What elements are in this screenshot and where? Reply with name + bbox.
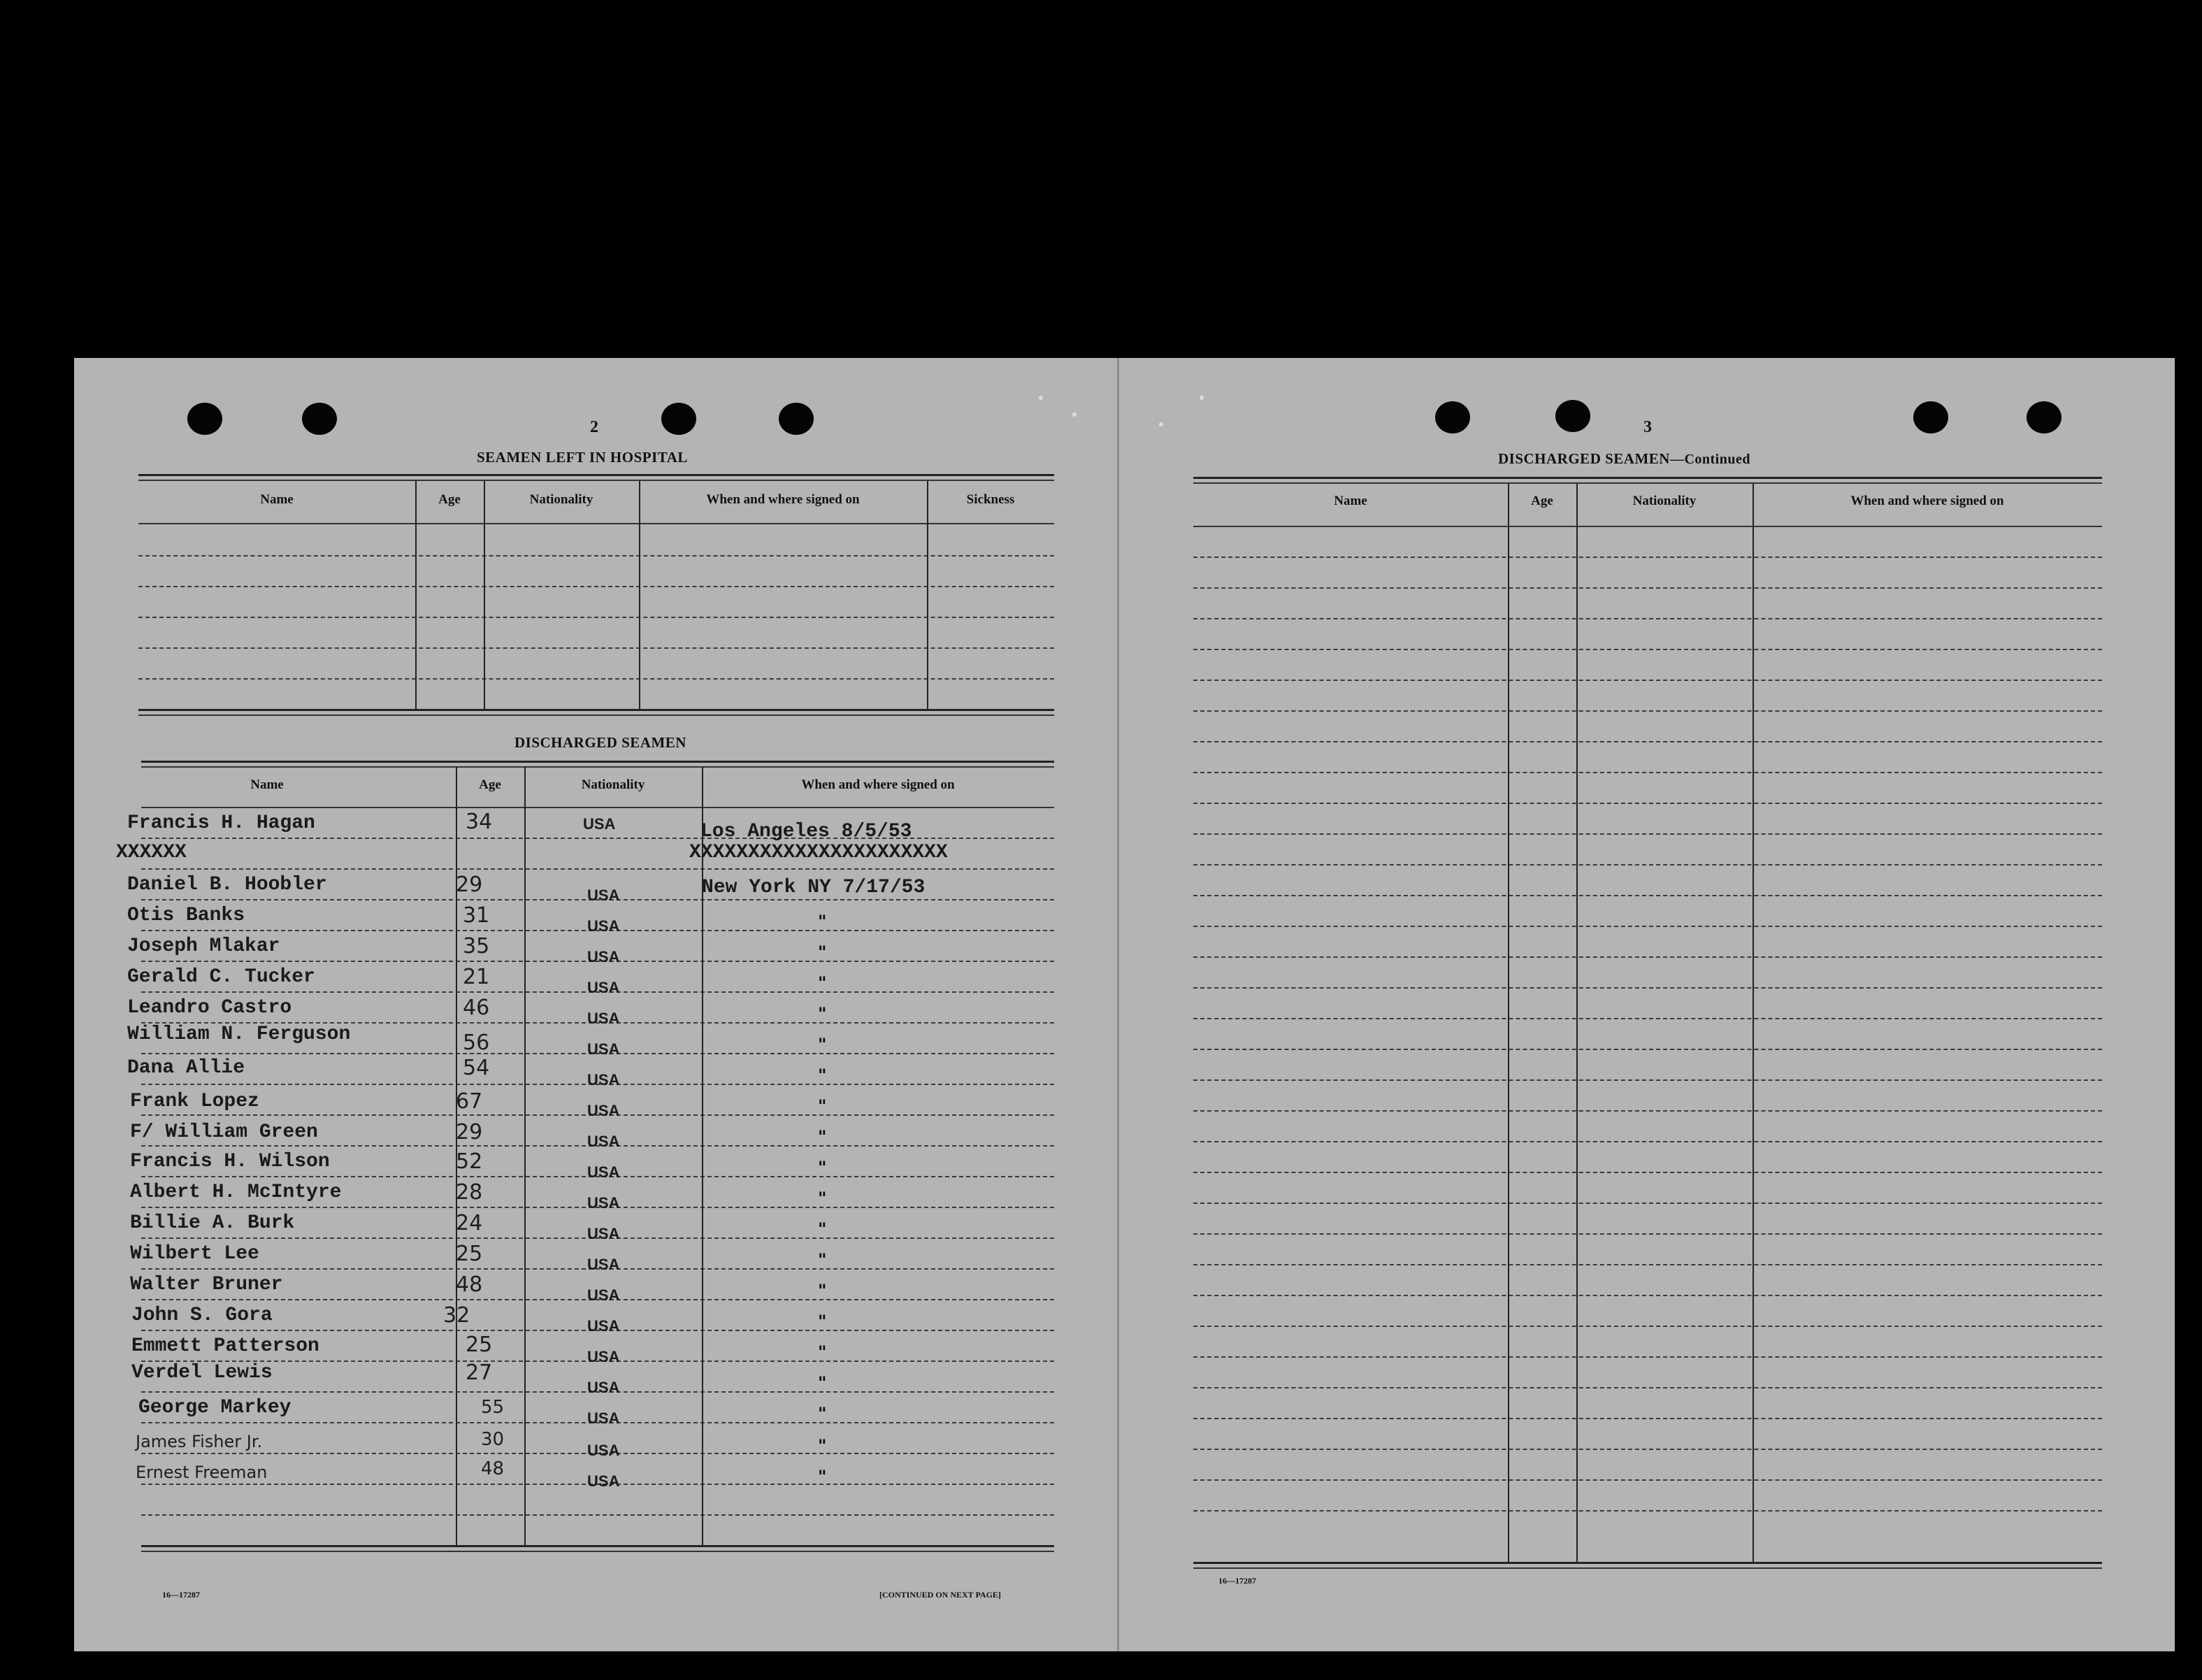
seaman-name: John S. Gora <box>131 1305 273 1326</box>
seaman-signed-on: " <box>818 912 827 931</box>
seaman-name: Frank Lopez <box>130 1091 259 1112</box>
seaman-age: 27 <box>466 1360 493 1385</box>
seaman-name: Emmett Patterson <box>131 1335 319 1357</box>
col-nationality: Nationality <box>1632 494 1697 508</box>
col-signed-on: When and where signed on <box>1850 494 2004 508</box>
form-number: 16—17287 <box>1218 1576 1256 1586</box>
seaman-signed-on: " <box>818 1404 827 1423</box>
seaman-age: 48 <box>481 1458 505 1479</box>
left-page <box>74 358 1117 1651</box>
continued-note: [CONTINUED ON NEXT PAGE] <box>879 1590 1001 1600</box>
seaman-nationality: USA <box>587 1442 620 1459</box>
discharged-section-title: DISCHARGED SEAMEN <box>514 734 686 751</box>
binder-hole <box>2027 401 2061 433</box>
seaman-age: 34 <box>466 810 493 834</box>
seaman-name: XXXXXX <box>116 842 187 863</box>
seaman-age: 25 <box>466 1333 493 1357</box>
seaman-signed-on: " <box>818 1065 827 1085</box>
seaman-signed-on: " <box>818 1436 827 1456</box>
seaman-age: 29 <box>456 1120 483 1144</box>
seaman-nationality: USA <box>587 1379 620 1396</box>
seaman-age: 25 <box>456 1242 483 1266</box>
hospital-col-name: Name <box>260 492 294 507</box>
binder-hole <box>1555 400 1590 432</box>
seaman-age: 29 <box>456 873 483 897</box>
seaman-nationality: USA <box>587 1163 620 1181</box>
binder-hole <box>779 403 814 435</box>
discharged-col-name: Name <box>250 777 284 792</box>
discharged-col-age: Age <box>479 777 501 792</box>
seaman-nationality: USA <box>587 1317 620 1335</box>
seaman-name: Walter Bruner <box>130 1274 283 1295</box>
seaman-name: Dana Allie <box>127 1057 245 1079</box>
binder-hole <box>187 403 222 435</box>
page-title: DISCHARGED SEAMEN—Continued <box>1498 450 1750 467</box>
seaman-name: Joseph Mlakar <box>127 935 280 957</box>
seaman-age: 52 <box>456 1149 483 1174</box>
right-page <box>1117 358 2175 1651</box>
seaman-age: 35 <box>463 934 490 959</box>
seaman-signed-on: " <box>818 1189 827 1208</box>
seaman-nationality: USA <box>587 1256 620 1273</box>
seaman-age: 56 <box>463 1031 490 1055</box>
seaman-name: Gerald C. Tucker <box>127 966 315 988</box>
col-age: Age <box>1531 494 1553 508</box>
seaman-nationality: USA <box>587 1286 620 1304</box>
seaman-age: 30 <box>481 1429 505 1450</box>
seaman-name: William N. Ferguson <box>127 1024 351 1045</box>
seaman-age: 31 <box>463 903 490 928</box>
hospital-section-title: SEAMEN LEFT IN HOSPITAL <box>477 449 688 466</box>
hospital-col-age: Age <box>438 492 461 507</box>
seaman-name: George Markey <box>138 1397 292 1419</box>
seaman-age: 28 <box>456 1180 483 1205</box>
seaman-signed-on: " <box>818 1342 827 1362</box>
discharged-col-nationality: Nationality <box>581 777 645 792</box>
page-number: 3 <box>1643 418 1652 436</box>
seaman-nationality: USA <box>587 1348 620 1365</box>
seaman-name: Billie A. Burk <box>130 1212 295 1234</box>
seaman-nationality: USA <box>587 886 620 904</box>
seaman-signed-on: Los Angeles 8/5/53 <box>700 821 912 842</box>
hospital-col-nationality: Nationality <box>529 492 593 507</box>
hospital-col-signed-on: When and where signed on <box>706 492 860 507</box>
seaman-age: 21 <box>463 965 490 989</box>
seaman-age: 24 <box>456 1211 483 1235</box>
page-number: 2 <box>590 418 598 436</box>
seaman-age: 55 <box>481 1397 505 1418</box>
seaman-signed-on: " <box>818 1312 827 1331</box>
seaman-signed-on: " <box>818 1281 827 1300</box>
seaman-nationality: USA <box>587 1472 620 1490</box>
seaman-signed-on: " <box>818 1127 827 1147</box>
seaman-nationality: USA <box>587 1409 620 1427</box>
seaman-name: Leandro Castro <box>127 997 292 1019</box>
seaman-signed-on: " <box>818 942 827 962</box>
seaman-name: Otis Banks <box>127 905 245 926</box>
seaman-nationality: USA <box>587 979 620 996</box>
seaman-name: James Fisher Jr. <box>136 1432 263 1451</box>
discharged-col-signed-on: When and where signed on <box>801 777 955 792</box>
seaman-name: Daniel B. Hoobler <box>127 874 327 896</box>
seaman-name: Francis H. Hagan <box>127 812 315 834</box>
binder-hole <box>1913 401 1948 433</box>
seaman-name: Albert H. McIntyre <box>130 1182 342 1203</box>
seaman-nationality: USA <box>587 1225 620 1242</box>
seaman-name: Wilbert Lee <box>130 1243 259 1265</box>
seaman-age: 67 <box>456 1089 483 1114</box>
seaman-nationality: USA <box>587 1071 620 1089</box>
seaman-signed-on: " <box>818 1373 827 1393</box>
seaman-signed-on: New York NY 7/17/53 <box>702 877 926 898</box>
seaman-nationality: USA <box>587 1102 620 1119</box>
seaman-age: 54 <box>463 1056 490 1080</box>
form-number: 16—17287 <box>162 1590 200 1600</box>
binder-hole <box>1435 401 1470 433</box>
seaman-name: Francis H. Wilson <box>130 1151 330 1172</box>
seaman-name: Ernest Freeman <box>136 1463 268 1482</box>
seaman-age: 46 <box>463 996 490 1020</box>
seaman-name: Verdel Lewis <box>131 1362 273 1384</box>
seaman-signed-on: " <box>818 1096 827 1116</box>
seaman-age: 32 <box>443 1303 470 1328</box>
binder-hole <box>661 403 696 435</box>
seaman-nationality: USA <box>583 815 616 833</box>
binder-hole <box>302 403 337 435</box>
seaman-age: 48 <box>456 1272 483 1297</box>
seaman-nationality: USA <box>587 917 620 935</box>
seaman-signed-on: " <box>818 1219 827 1239</box>
seaman-nationality: USA <box>587 1133 620 1150</box>
seaman-nationality: USA <box>587 1040 620 1058</box>
seaman-signed-on: " <box>818 1467 827 1486</box>
col-name: Name <box>1334 494 1367 508</box>
seaman-nationality: USA <box>587 1010 620 1027</box>
seaman-nationality: USA <box>587 948 620 965</box>
seaman-signed-on: " <box>818 1004 827 1024</box>
seaman-nationality: USA <box>587 1194 620 1212</box>
seaman-name: F/ William Green <box>130 1121 318 1143</box>
seaman-signed-on: " <box>818 973 827 993</box>
seaman-signed-on: " <box>818 1250 827 1270</box>
hospital-col-sickness: Sickness <box>966 492 1015 507</box>
seaman-signed-on: XXXXXXXXXXXXXXXXXXXXXX <box>689 842 948 863</box>
seaman-signed-on: " <box>818 1035 827 1054</box>
seaman-signed-on: " <box>818 1158 827 1177</box>
